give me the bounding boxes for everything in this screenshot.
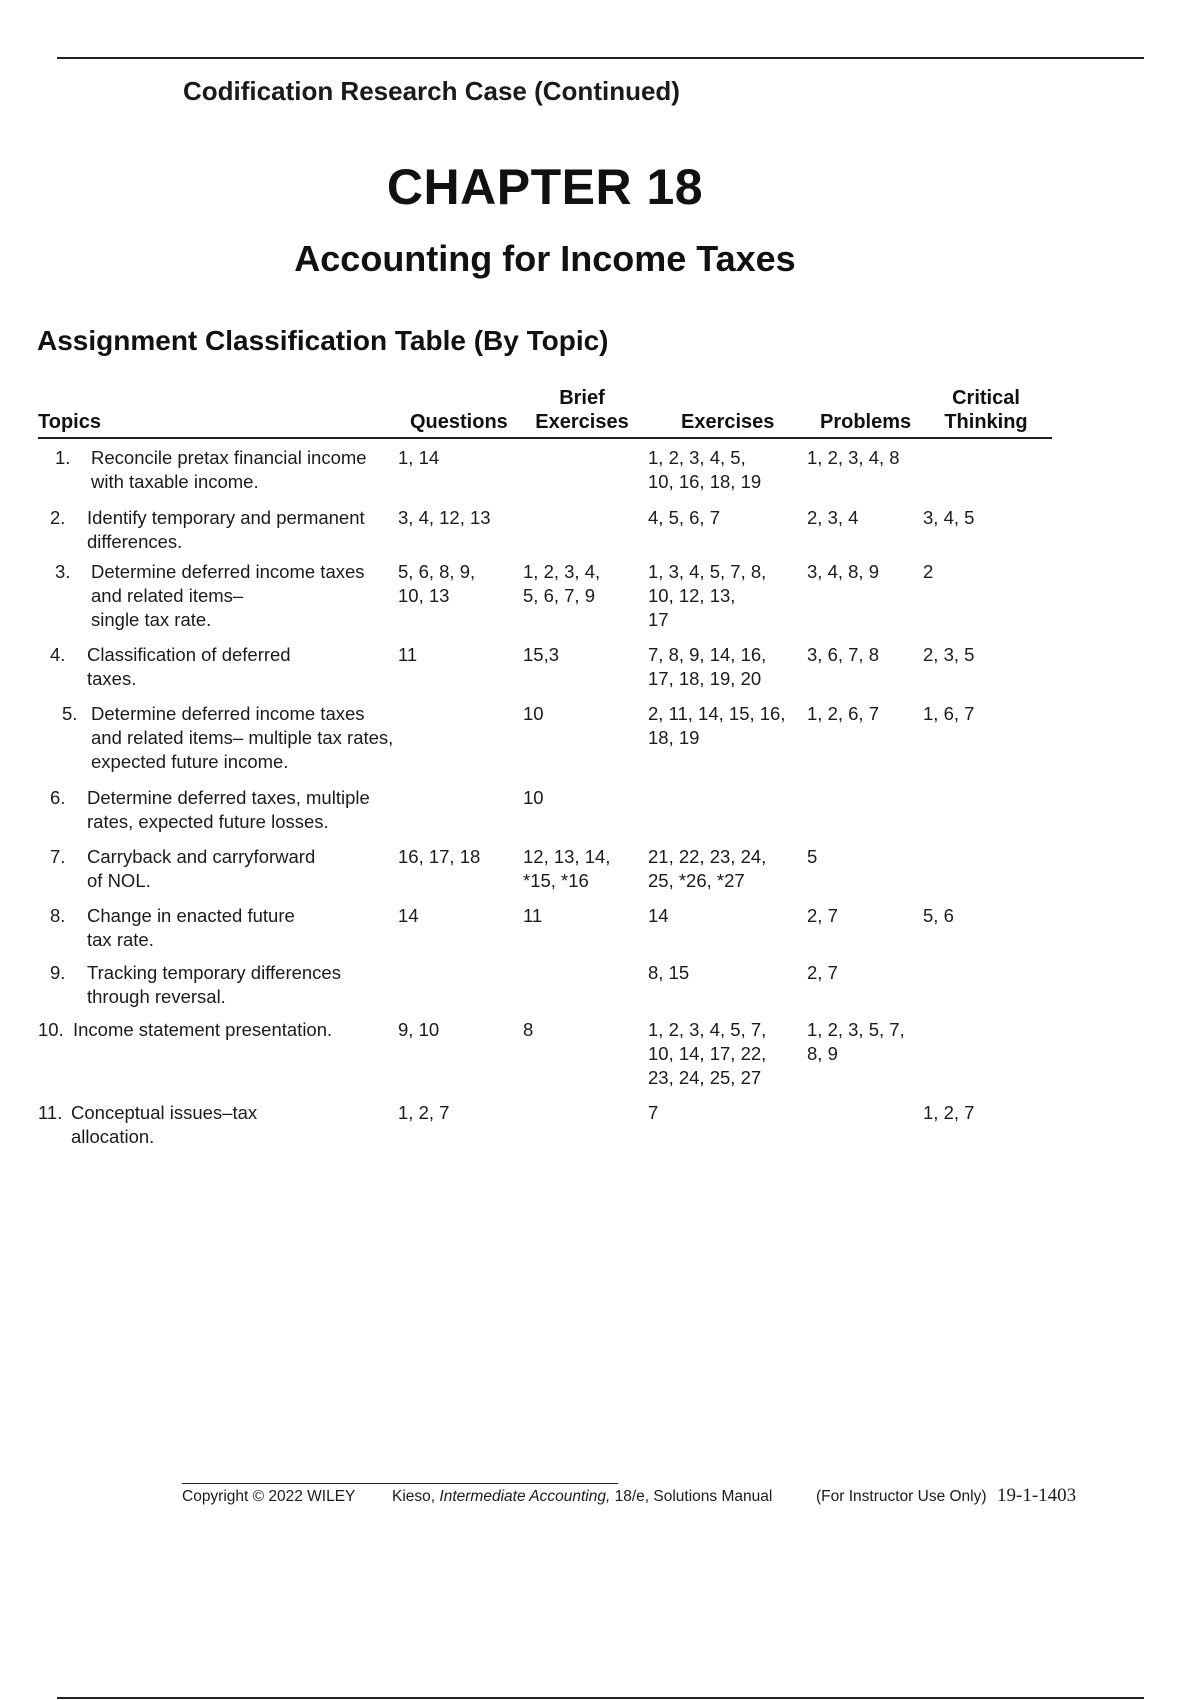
row-exercises-cell: 14 (648, 905, 669, 926)
row-critical-cell: 2 (923, 561, 934, 582)
row-number: 5. (62, 703, 78, 724)
column-header-problems: Problems (820, 411, 912, 433)
row-critical-cell: 2, 3, 5 (923, 644, 975, 665)
row-problems-cell: 2, 7 (807, 905, 838, 926)
row-questions-cell: 9, 10 (398, 1019, 440, 1040)
section-title: Assignment Classification Table (By Topic) (37, 325, 609, 356)
footer-rule (182, 1483, 618, 1484)
row-brief-cell: 10 (523, 787, 544, 808)
bottom-rule (57, 1697, 1144, 1699)
row-topic: Determine deferred income taxes and related items– multiple tax rates, expected future income. (91, 703, 394, 772)
row-questions-cell: 5, 6, 8, 9, 10, 13 (398, 561, 476, 606)
row-topic: Change in enacted future tax rate. (87, 905, 295, 950)
row-problems-cell: 2, 7 (807, 962, 838, 983)
column-header-exercises: Exercises (681, 411, 775, 433)
row-number: 10. (38, 1019, 64, 1040)
row-number: 9. (50, 962, 66, 983)
row-questions-cell: 16, 17, 18 (398, 846, 481, 867)
chapter-title: CHAPTER 18 (386, 159, 704, 215)
row-problems-cell: 3, 6, 7, 8 (807, 644, 879, 665)
row-topic: Determine deferred income taxes and related items– single tax rate. (91, 561, 365, 630)
footer-author: Kieso, (392, 1488, 436, 1505)
footer-book (392, 1488, 772, 1506)
row-questions-cell: 11 (398, 644, 418, 665)
row-topic: Determine deferred taxes, multiple rates, expected future losses. (87, 787, 370, 832)
row-problems-cell: 1, 2, 6, 7 (807, 703, 879, 724)
row-number: 11. (38, 1102, 63, 1123)
row-number: 7. (50, 846, 66, 867)
row-problems-cell: 1, 2, 3, 4, 8 (807, 447, 900, 468)
row-topic: Tracking temporary differences through reversal. (87, 962, 341, 1007)
row-brief-cell: 8 (523, 1019, 534, 1040)
column-header-critical-line1: Critical (952, 387, 1020, 409)
row-exercises-cell: 8, 15 (648, 962, 690, 983)
row-problems-cell: 5 (807, 846, 818, 867)
header-rule (38, 437, 1052, 439)
column-header-brief (534, 386, 630, 434)
row-critical-cell: 5, 6 (923, 905, 954, 926)
row-exercises-cell: 2, 11, 14, 15, 16, 18, 19 (648, 703, 786, 748)
column-header-critical-line2: Thinking (944, 411, 1028, 433)
column-header-brief-line2: Exercises (535, 411, 629, 433)
row-critical-cell: 1, 2, 7 (923, 1102, 975, 1123)
row-number: 3. (55, 561, 71, 582)
column-header-brief-line1: Brief (559, 387, 605, 409)
row-number: 4. (50, 644, 66, 665)
row-brief-cell: 11 (523, 905, 543, 926)
row-topic: Conceptual issues–tax allocation. (71, 1102, 258, 1147)
footer-instructor-note: (For Instructor Use Only) (816, 1488, 987, 1505)
row-number: 6. (50, 787, 66, 808)
row-exercises-cell: 4, 5, 6, 7 (648, 507, 720, 528)
row-questions-cell: 1, 2, 7 (398, 1102, 450, 1123)
column-header-topics: Topics (38, 411, 101, 433)
row-topic: Classification of deferred taxes. (87, 644, 291, 689)
column-header-questions: Questions (410, 411, 508, 433)
row-exercises-cell: 21, 22, 23, 24, 25, *26, *27 (648, 846, 767, 891)
chapter-subtitle: Accounting for Income Taxes (294, 238, 796, 279)
row-topic: Carryback and carryforward of NOL. (87, 846, 316, 891)
row-topic: Identify temporary and permanent differences. (87, 507, 365, 552)
footer-copyright: Copyright © 2022 WILEY (182, 1488, 356, 1505)
row-topic: Income statement presentation. (73, 1019, 333, 1040)
column-header-critical (944, 386, 1028, 434)
row-exercises-cell: 1, 2, 3, 4, 5, 10, 16, 18, 19 (648, 447, 762, 492)
page-number: 19-1-1403 (997, 1485, 1077, 1506)
row-exercises-cell: 7 (648, 1102, 659, 1123)
row-critical-cell: 1, 6, 7 (923, 703, 975, 724)
row-brief-cell: 15,3 (523, 644, 560, 665)
top-rule (57, 57, 1144, 59)
continued-heading: Codification Research Case (Continued) (183, 76, 680, 106)
footer-book-title: Intermediate Accounting, (439, 1488, 611, 1505)
row-exercises-cell: 1, 3, 4, 5, 7, 8, 10, 12, 13, 17 (648, 561, 767, 630)
row-exercises-cell: 1, 2, 3, 4, 5, 7, 10, 14, 17, 22, 23, 24, 25, 27 (648, 1019, 767, 1088)
row-topic: Reconcile pretax financial income with taxable income. (91, 447, 367, 492)
footer-edition: 18/e, Solutions Manual (614, 1488, 773, 1505)
row-brief-cell: 10 (523, 703, 544, 724)
row-questions-cell: 1, 14 (398, 447, 440, 468)
row-brief-cell: 12, 13, 14, *15, *16 (523, 846, 611, 891)
row-problems-cell: 3, 4, 8, 9 (807, 561, 879, 582)
row-number: 1. (55, 447, 71, 468)
row-questions-cell: 3, 4, 12, 13 (398, 507, 491, 528)
row-number: 2. (50, 507, 66, 528)
row-brief-cell: 1, 2, 3, 4, 5, 6, 7, 9 (523, 561, 601, 606)
row-problems-cell: 1, 2, 3, 5, 7, 8, 9 (807, 1019, 905, 1064)
row-exercises-cell: 7, 8, 9, 14, 16, 17, 18, 19, 20 (648, 644, 767, 689)
row-critical-cell: 3, 4, 5 (923, 507, 975, 528)
row-problems-cell: 2, 3, 4 (807, 507, 859, 528)
row-number: 8. (50, 905, 66, 926)
row-questions-cell: 14 (398, 905, 419, 926)
